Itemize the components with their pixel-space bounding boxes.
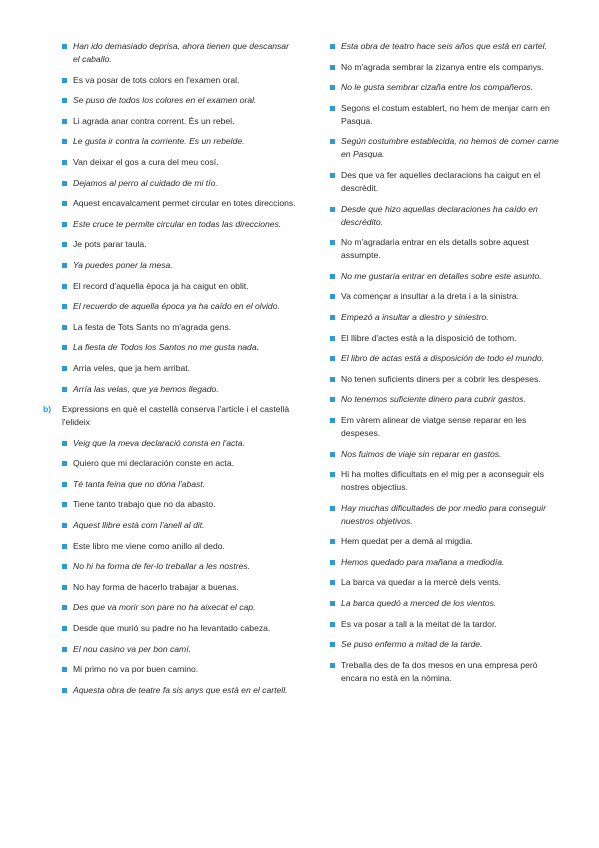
list-item (330, 468, 560, 494)
bullet-icon (330, 539, 335, 544)
bullet-icon (330, 506, 335, 511)
bullet-icon (62, 667, 67, 672)
list-item (62, 622, 298, 635)
item-text: No tenen suficients diners per a cobrir les despeses. (341, 373, 541, 384)
right-column (330, 40, 560, 692)
list-item (330, 203, 560, 229)
item-text: No hi ha forma de fer-lo treballar a les nostres. (73, 561, 251, 572)
list-item (330, 135, 560, 161)
bullet-icon (330, 377, 335, 382)
list-item (62, 519, 298, 532)
bullet-icon (62, 78, 67, 83)
bullet-icon (62, 242, 67, 247)
item-text: Hem quedat per a demà al migdia. (341, 536, 473, 547)
bullet-icon (330, 472, 335, 477)
list-item (330, 448, 560, 461)
item-text: El nou casino va per bon camí. (73, 643, 191, 654)
list-item (62, 321, 298, 334)
bullet-icon (62, 626, 67, 631)
bullet-icon (62, 441, 67, 446)
bullet-icon (330, 560, 335, 565)
bullet-icon (62, 564, 67, 569)
bullet-icon (330, 601, 335, 606)
item-text: No le gusta sembrar cizaña entre los compañeros. (341, 82, 534, 93)
item-text: Arria veles, que ja hem arribat. (73, 362, 191, 373)
bullet-icon (62, 44, 67, 49)
bullet-icon (62, 325, 67, 330)
list-item (330, 352, 560, 365)
item-text: Dejamos al perro al cuidado de mi tío. (73, 177, 218, 188)
list-item (330, 102, 560, 128)
bullet-icon (62, 461, 67, 466)
bullet-icon (62, 284, 67, 289)
list-item (62, 218, 298, 231)
bullet-icon (330, 44, 335, 49)
list-item (330, 236, 560, 262)
item-text: Empezó a insultar a diestro y siniestro. (341, 311, 489, 322)
item-text: Es va posar de tots colors en l'examen oral. (73, 74, 240, 85)
list-item (62, 259, 298, 272)
bullet-icon (62, 345, 67, 350)
list-item (62, 300, 298, 313)
list-item (330, 618, 560, 631)
item-group-a (62, 40, 298, 396)
item-text: Aquest encavalcament permet circular en totes direccions. (73, 198, 296, 209)
bullet-icon (62, 688, 67, 693)
item-text: Des que va morir son pare no ha aixecat el cap. (73, 602, 256, 613)
list-item (62, 498, 298, 511)
bullet-icon (62, 366, 67, 371)
section-b-text: Expressions en què el castellà conserva l'article i el castellà l'elideix (62, 404, 290, 428)
list-item (62, 177, 298, 190)
list-item (62, 581, 298, 594)
item-text: Va començar a insultar a la dreta i a la sinistra. (341, 291, 520, 302)
bullet-icon (62, 222, 67, 227)
list-item (62, 478, 298, 491)
left-column (43, 40, 298, 704)
bullet-icon (330, 622, 335, 627)
bullet-icon (330, 663, 335, 668)
list-item (62, 197, 298, 210)
list-item (62, 135, 298, 148)
bullet-icon (330, 85, 335, 90)
list-item (330, 61, 560, 74)
bullet-icon (330, 65, 335, 70)
item-text: Es va posar a tall a la meitat de la tardor. (341, 618, 497, 629)
list-item (62, 560, 298, 573)
item-text: No hay forma de hacerlo trabajar a buenas. (73, 581, 239, 592)
item-text: No m'agrada sembrar la zizanya entre els companys. (341, 61, 544, 72)
list-item (330, 502, 560, 528)
bullet-icon (330, 274, 335, 279)
item-text: Aquesta obra de teatre fa sis anys que està en el cartell. (73, 684, 288, 695)
bullet-icon (62, 160, 67, 165)
item-text: Este libro me viene como anillo al dedo. (73, 540, 225, 551)
list-item (330, 311, 560, 324)
item-text: Treballa des de fa dos mesos en una empresa però encara no està en la nòmina. (341, 659, 538, 683)
item-text: El llibre d'actes està a la disposició de tothom. (341, 332, 517, 343)
item-text: Se puso de todos los colores en el examen oral. (73, 95, 257, 106)
list-item (330, 535, 560, 548)
bullet-icon (62, 387, 67, 392)
list-item (330, 659, 560, 685)
bullet-icon (62, 523, 67, 528)
bullet-icon (62, 482, 67, 487)
item-text: Según costumbre establecida, no hemos de comer carne en Pasqua. (341, 136, 559, 160)
list-item (330, 576, 560, 589)
item-text: Han ido demasiado deprisa, ahora tienen que descansar el caballo. (73, 41, 289, 64)
list-item (330, 638, 560, 651)
item-text: La fiesta de Todos los Santos no me gusta nada. (73, 342, 260, 353)
list-item (330, 290, 560, 303)
item-text: Le gusta ir contra la corriente. Es un rebelde. (73, 136, 245, 147)
item-group-b (62, 437, 298, 697)
item-text: Van deixar el gos a cura del meu cosí. (73, 156, 219, 167)
list-item (62, 684, 298, 697)
list-item (330, 270, 560, 283)
item-text: Este cruce te permite circular en todas las direcciones. (73, 218, 282, 229)
list-item (330, 40, 560, 53)
item-text: Segons el costum establert, no hem de menjar carn en Pasqua. (341, 102, 550, 126)
item-text: Mi primo no va por buen camino. (73, 664, 199, 675)
list-item (62, 115, 298, 128)
bullet-icon (330, 106, 335, 111)
item-text: Hay muchas dificultades de por medio para conseguir nuestros objetivos. (341, 502, 546, 526)
bullet-icon (62, 263, 67, 268)
list-item (62, 74, 298, 87)
bullet-icon (330, 580, 335, 585)
bullet-icon (330, 418, 335, 423)
item-text: Nos fuimos de viaje sin reparar en gastos. (341, 448, 502, 459)
item-text: No me gustaría entrar en detalles sobre este asunto. (341, 270, 542, 281)
list-item (62, 156, 298, 169)
item-text: La festa de Tots Sants no m'agrada gens. (73, 321, 232, 332)
item-text: Aquest llibre està com l'anell al dit. (73, 520, 205, 531)
list-item (62, 540, 298, 553)
bullet-icon (62, 139, 67, 144)
list-item (330, 81, 560, 94)
item-text: Esta obra de teatro hace seis años que está en cartel. (341, 41, 547, 51)
bullet-icon (330, 356, 335, 361)
item-text: El record d'aquella època ja ha caigut en oblit. (73, 280, 249, 291)
item-text: Em vàrem alinear de viatge sense reparar en les despeses. (341, 414, 527, 438)
item-text: Ya puedes poner la mesa. (73, 259, 173, 270)
bullet-icon (62, 201, 67, 206)
item-text: Té tanta feina que no dóna l'abast. (73, 478, 206, 489)
bullet-icon (62, 119, 67, 124)
list-item (62, 457, 298, 470)
list-item (62, 643, 298, 656)
list-item (330, 393, 560, 406)
list-item (62, 94, 298, 107)
item-text: La barca quedó a merced de los vientos. (341, 598, 497, 609)
bullet-icon (62, 181, 67, 186)
item-text: Se puso enfermo a mitad de la tarde. (341, 639, 483, 650)
list-item (62, 341, 298, 354)
item-text: El libro de actas está a disposición de todo el mundo. (341, 353, 545, 364)
list-item (330, 332, 560, 345)
list-item (62, 601, 298, 614)
item-text: Arría las velas, que ya hemos llegado. (73, 383, 219, 394)
bullet-icon (62, 502, 67, 507)
bullet-icon (330, 397, 335, 402)
bullet-icon (62, 304, 67, 309)
item-text: La barca va quedar a la mercè dels vents. (341, 577, 502, 588)
bullet-icon (62, 605, 67, 610)
bullet-icon (330, 173, 335, 178)
item-text: Quiero que mi declaración conste en acta. (73, 458, 234, 469)
list-item (62, 437, 298, 450)
item-text: Veig que la meva declaració consta en l'acta. (73, 437, 245, 448)
bullet-icon (330, 240, 335, 245)
item-text: No tenemos suficiente dinero para cubrir gastos. (341, 394, 526, 405)
list-item (62, 663, 298, 676)
section-b-mark: b) (43, 404, 52, 415)
list-item (62, 383, 298, 396)
bullet-icon (330, 642, 335, 647)
item-text: Je pots parar taula. (73, 239, 147, 250)
list-item (62, 280, 298, 293)
section-b-heading (43, 403, 298, 429)
item-text: Desde que murió su padre no ha levantado cabeza. (73, 623, 271, 634)
bullet-icon (62, 647, 67, 652)
item-text: Desde que hizo aquellas declaraciones ha caído en descrédito. (341, 203, 538, 227)
bullet-icon (62, 585, 67, 590)
list-item (330, 169, 560, 195)
list-item (62, 362, 298, 375)
list-item (62, 40, 298, 66)
list-item (330, 597, 560, 610)
list-item (330, 414, 560, 440)
item-text: El recuerdo de aquella época ya ha caído en el olvido. (73, 301, 280, 312)
bullet-icon (62, 98, 67, 103)
bullet-icon (330, 139, 335, 144)
bullet-icon (330, 336, 335, 341)
bullet-icon (330, 315, 335, 320)
bullet-icon (330, 207, 335, 212)
bullet-icon (330, 452, 335, 457)
item-text: Tiene tanto trabajo que no da abasto. (73, 499, 216, 510)
item-text: Hemos quedado para mañana a mediodía. (341, 556, 505, 567)
item-text: Li agrada anar contra corrent. És un rebel. (73, 115, 235, 126)
bullet-icon (62, 544, 67, 549)
list-item (62, 238, 298, 251)
bullet-icon (330, 294, 335, 299)
item-text: No m'agradaria entrar en els detalls sobre aquest assumpte. (341, 237, 529, 261)
item-text: Des que va fer aquelles declaracions ha caigut en el descrèdit. (341, 169, 541, 193)
item-text: Hi ha moltes dificultats en el mig per a aconseguir els nostres objectius. (341, 469, 545, 493)
list-item (330, 556, 560, 569)
list-item (330, 373, 560, 386)
